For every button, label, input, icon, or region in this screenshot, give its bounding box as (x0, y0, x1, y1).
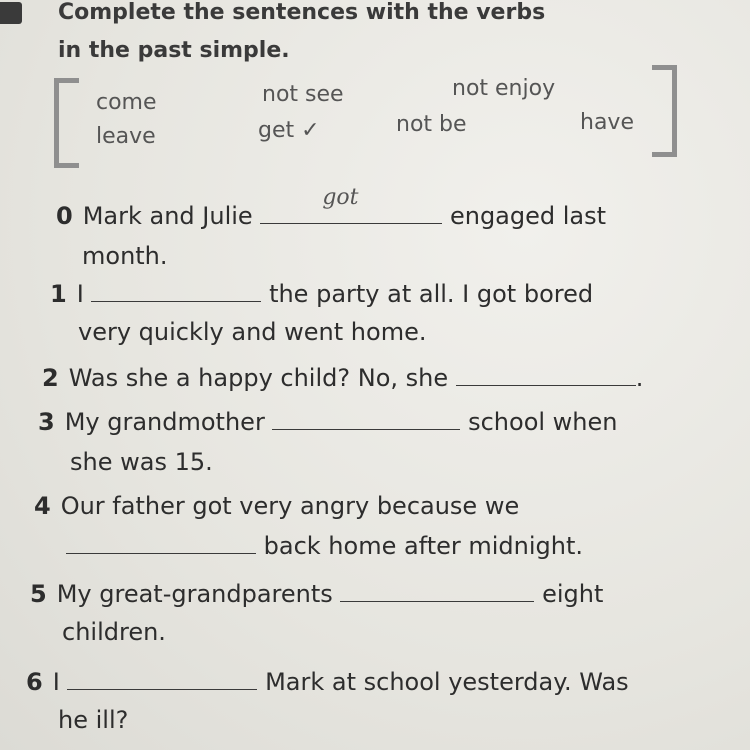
question-4-line-2 (66, 532, 583, 560)
answer-blank[interactable] (260, 185, 442, 224)
question-text: the party at all. I got bored (269, 280, 594, 308)
question-text: eight (542, 580, 604, 608)
question-0-line-2: month. (82, 242, 168, 270)
word-box-item: not be (396, 112, 467, 137)
answer-blank[interactable] (66, 535, 256, 554)
question-number: 5 (30, 580, 47, 608)
question-number: 3 (38, 408, 55, 436)
question-text: . (635, 364, 644, 392)
word-box-item: not see (262, 82, 344, 107)
question-2 (42, 364, 643, 392)
instruction-line-2: in the past simple. (58, 38, 290, 63)
question-text: I (76, 280, 84, 308)
answer-blank[interactable] (456, 367, 636, 386)
answer-blank[interactable] (67, 671, 257, 690)
question-number: 6 (26, 668, 43, 696)
question-6-line-2: he ill? (58, 706, 129, 734)
question-number: 1 (50, 280, 67, 308)
question-text: engaged last (449, 202, 607, 230)
word-box-left-bracket (54, 78, 79, 168)
word-box-item: leave (96, 124, 156, 149)
answer-blank[interactable] (272, 411, 460, 430)
question-5 (30, 580, 603, 608)
word-box-item: not enjoy (452, 76, 556, 101)
question-text: Our father got very angry because we (60, 492, 520, 520)
question-1 (50, 280, 593, 308)
question-5-line-2: children. (62, 618, 166, 646)
question-0 (56, 185, 607, 230)
question-6 (26, 668, 629, 696)
question-text: My grandmother (64, 408, 265, 436)
question-text: back home after midnight. (263, 532, 584, 560)
question-number: 4 (34, 492, 51, 520)
question-text: My great-grandparents (56, 580, 333, 608)
question-text: Mark at school yesterday. Was (265, 668, 629, 696)
word-box-item: get ✓ (258, 118, 320, 143)
question-text: Mark and Julie (82, 202, 253, 230)
question-text: I (52, 668, 60, 696)
question-3 (38, 408, 617, 436)
question-3-line-2: she was 15. (70, 448, 213, 476)
question-4 (34, 492, 519, 520)
handwritten-answer: got (322, 185, 359, 210)
word-box-right-bracket (652, 65, 677, 157)
instruction-line-1: Complete the sentences with the verbs (58, 0, 546, 25)
question-1-line-2: very quickly and went home. (78, 318, 427, 346)
question-text: school when (468, 408, 618, 436)
word-box-item: have (580, 110, 634, 135)
question-number: 0 (56, 202, 73, 230)
answer-blank[interactable] (91, 283, 261, 302)
question-text: Was she a happy child? No, she (68, 364, 449, 392)
answer-blank[interactable] (340, 583, 534, 602)
word-box-item: come (96, 90, 157, 115)
question-number: 2 (42, 364, 59, 392)
exercise-number-icon (0, 2, 22, 24)
